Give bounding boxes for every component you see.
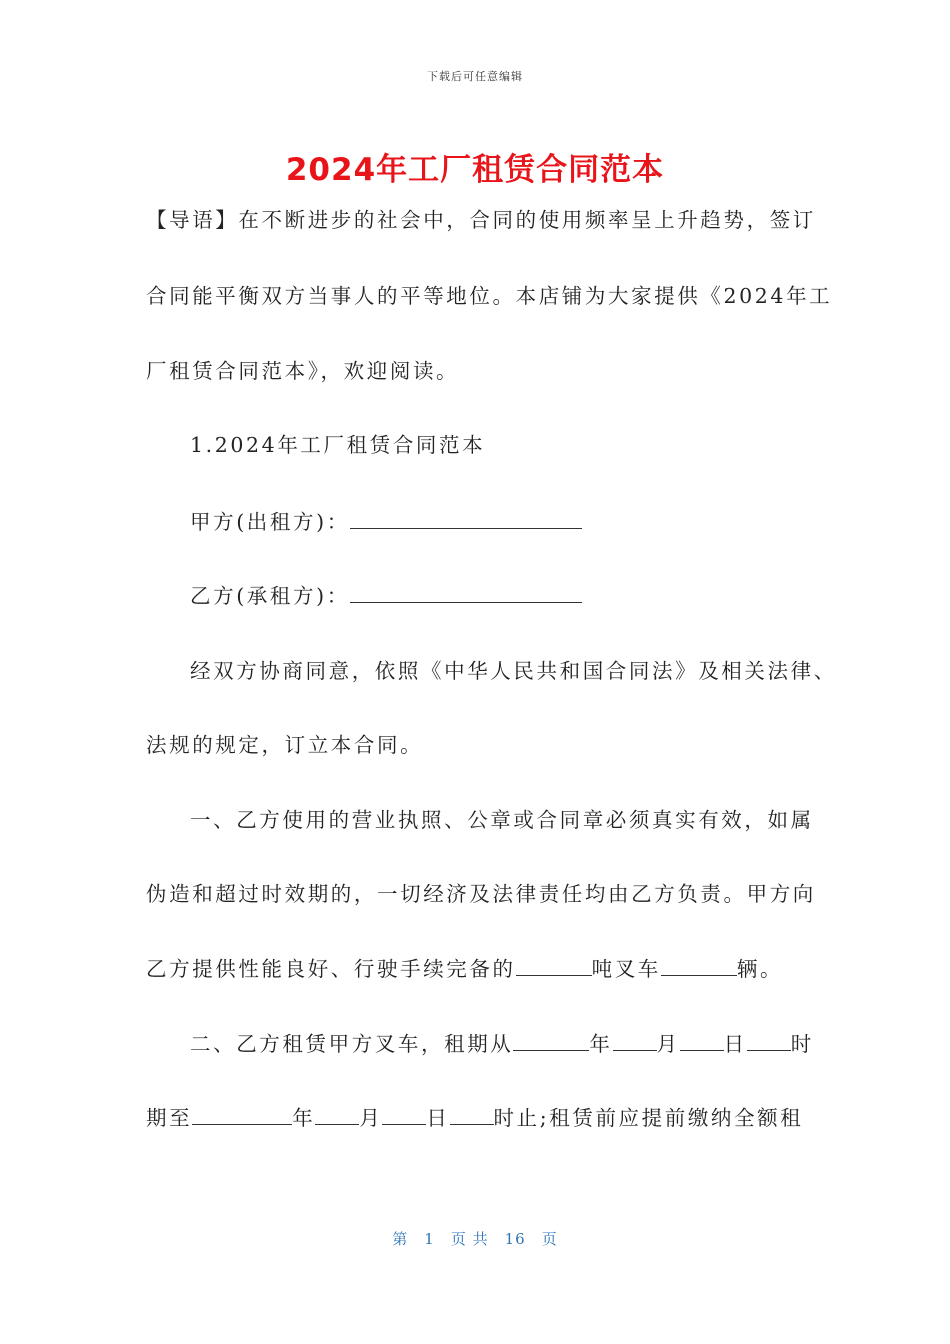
document-title: 2024年工厂租赁合同范本 [285, 152, 665, 188]
clause-2-line-1 [190, 1030, 814, 1058]
clause-2-end-year: 年 [292, 1106, 316, 1130]
clause-2-end-month: 月 [359, 1106, 383, 1130]
tonnage-blank [516, 957, 592, 976]
end-month-blank [315, 1106, 359, 1125]
clause-1-text-b: 吨叉车 [591, 957, 661, 981]
clause-2-day: 日 [723, 1032, 747, 1056]
footer-prefix: 第 [392, 1230, 409, 1248]
footer-middle: 页 共 [450, 1230, 489, 1248]
footer-page-number: 1 [424, 1230, 435, 1248]
start-day-blank [680, 1032, 724, 1051]
quantity-blank [661, 957, 737, 976]
clause-1-line-3 [146, 955, 783, 983]
clause-1-text-c: 辆。 [736, 957, 784, 981]
start-month-blank [613, 1032, 657, 1051]
clause-2-end-day: 日 [426, 1106, 450, 1130]
end-hour-blank [450, 1106, 494, 1125]
start-year-blank [513, 1032, 589, 1051]
intro-line-2: 合同能平衡双方当事人的平等地位。本店铺为大家提供《2024年工 [146, 284, 833, 308]
start-hour-blank [747, 1032, 791, 1051]
body-line-2: 法规的规定，订立本合同。 [146, 733, 424, 757]
clause-1-line-2: 伪造和超过时效期的，一切经济及法律责任均由乙方负责。甲方向 [146, 882, 816, 906]
clause-1-line-1: 一、乙方使用的营业执照、公章或合同章必须真实有效，如属 [190, 808, 814, 832]
clause-2-text-c: 时止;租赁前应提前缴纳全额租 [493, 1106, 804, 1130]
clause-2-line-2 [146, 1104, 803, 1132]
clause-2-month: 月 [656, 1032, 680, 1056]
clause-2-year: 年 [589, 1032, 613, 1056]
page-footer [0, 1228, 950, 1249]
party-b-line [190, 582, 582, 610]
party-b-blank [350, 584, 582, 603]
clause-2-text-b: 期至 [146, 1106, 193, 1130]
clause-2-hour: 时 [790, 1032, 814, 1056]
header-note: 下载后可任意编辑 [427, 70, 523, 83]
clause-1-text-a: 乙方提供性能良好、行驶手续完备的 [146, 957, 516, 981]
end-year-blank [192, 1106, 292, 1125]
end-day-blank [382, 1106, 426, 1125]
intro-line-3: 厂租赁合同范本》，欢迎阅读。 [146, 359, 460, 383]
footer-suffix: 页 [541, 1230, 558, 1248]
party-a-line [190, 508, 582, 536]
party-b-label: 乙方(承租方)： [190, 584, 350, 608]
intro-line-1: 【导语】在不断进步的社会中，合同的使用频率呈上升趋势，签订 [146, 208, 816, 232]
party-a-label: 甲方(出租方)： [190, 510, 350, 534]
clause-2-text-a: 二、乙方租赁甲方叉车，租期从 [190, 1032, 514, 1056]
party-a-blank [350, 510, 582, 529]
section-heading: 1.2024年工厂租赁合同范本 [190, 433, 486, 457]
body-line-1: 经双方协商同意，依照《中华人民共和国合同法》及相关法律、 [190, 659, 837, 683]
footer-total-pages: 16 [504, 1230, 526, 1248]
